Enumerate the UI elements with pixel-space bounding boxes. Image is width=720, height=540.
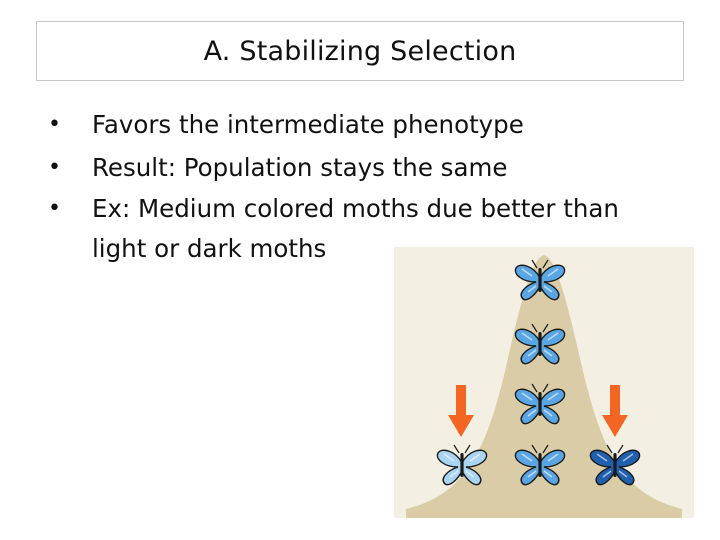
bullet-item — [0, 146, 662, 189]
bullet-dot: • — [48, 112, 61, 137]
stabilizing-selection-figure — [394, 247, 694, 518]
bullet-text: Favors the intermediate phenotype — [92, 110, 524, 139]
bullet-dot: • — [48, 155, 61, 180]
bullet-item — [0, 103, 662, 146]
butterfly-bell-curve-illustration — [394, 247, 694, 518]
bullet-list — [0, 103, 690, 269]
title-box — [36, 21, 684, 81]
bullet-text: Ex: Medium colored moths due better than light or dark moths — [92, 194, 619, 263]
slide-title: A. Stabilizing Selection — [203, 35, 517, 67]
bullet-dot: • — [48, 196, 61, 221]
bullet-text: Result: Population stays the same — [92, 153, 508, 182]
